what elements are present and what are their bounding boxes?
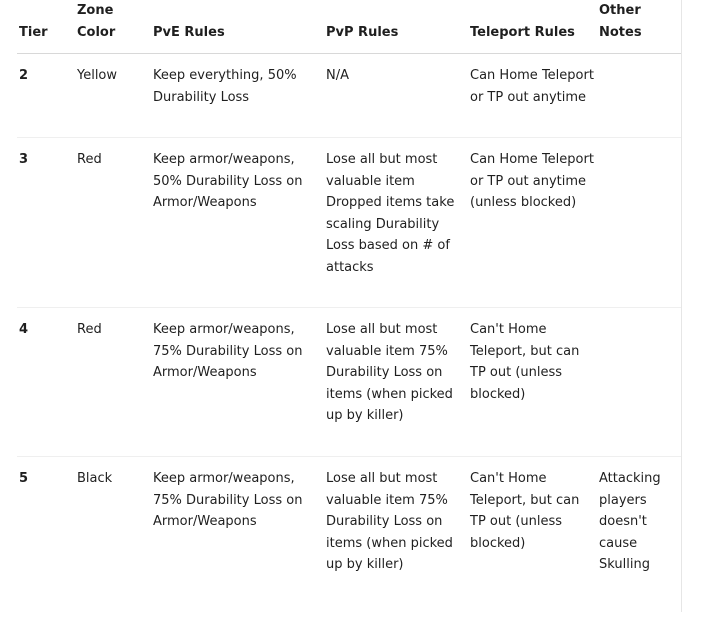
header-tier: Tier	[19, 25, 48, 40]
header-other-notes: Other Notes	[599, 3, 642, 40]
header-zone-color: Zone Color	[77, 3, 116, 40]
table-scroll-edge-divider	[681, 0, 682, 612]
table-header-row	[17, 0, 682, 54]
cell-teleport-rules: Can Home Teleport or TP out anytime	[470, 68, 594, 105]
zone-rules-table	[17, 0, 682, 607]
table-row	[17, 54, 682, 138]
cell-other-notes	[597, 138, 682, 308]
cell-zone-color: Red	[77, 322, 102, 337]
cell-teleport-rules: Can't Home Teleport, but can TP out (unless blocked)	[470, 322, 580, 402]
table-row	[17, 138, 682, 308]
cell-tier: 2	[19, 68, 29, 83]
rules-table-container	[17, 0, 682, 612]
cell-pvp-rules: Lose all but most valuable item Dropped items take scaling Durability Loss based on # of attacks	[326, 152, 455, 275]
cell-pve-rules: Keep armor/weapons, 50% Durability Loss on Armor/Weapons	[153, 152, 303, 211]
cell-pve-rules: Keep everything, 50% Durability Loss	[153, 68, 297, 105]
cell-teleport-rules: Can't Home Teleport, but can TP out (unless blocked)	[470, 471, 580, 551]
header-pve-rules: PvE Rules	[153, 25, 225, 40]
cell-tier: 3	[19, 152, 29, 167]
table-row	[17, 308, 682, 457]
cell-pve-rules: Keep armor/weapons, 75% Durability Loss on Armor/Weapons	[153, 471, 303, 530]
cell-tier: 5	[19, 471, 29, 486]
cell-tier: 4	[19, 322, 29, 337]
cell-other-notes	[597, 308, 682, 457]
cell-pvp-rules: Lose all but most valuable item 75% Durability Loss on items (when picked up by killer)	[326, 322, 453, 424]
table-row	[17, 457, 682, 607]
cell-zone-color: Yellow	[77, 68, 118, 83]
header-pvp-rules: PvP Rules	[326, 25, 399, 40]
cell-zone-color: Black	[77, 471, 113, 486]
cell-teleport-rules: Can Home Teleport or TP out anytime (unless blocked)	[470, 152, 594, 211]
header-teleport-rules: Teleport Rules	[470, 25, 575, 40]
cell-pve-rules: Keep armor/weapons, 75% Durability Loss on Armor/Weapons	[153, 322, 303, 381]
cell-other-notes	[597, 54, 682, 138]
cell-pvp-rules: N/A	[326, 68, 349, 83]
cell-pvp-rules: Lose all but most valuable item 75% Durability Loss on items (when picked up by killer)	[326, 471, 453, 573]
cell-other-notes: Attacking players doesn't cause Skulling	[599, 471, 661, 573]
cell-zone-color: Red	[77, 152, 102, 167]
